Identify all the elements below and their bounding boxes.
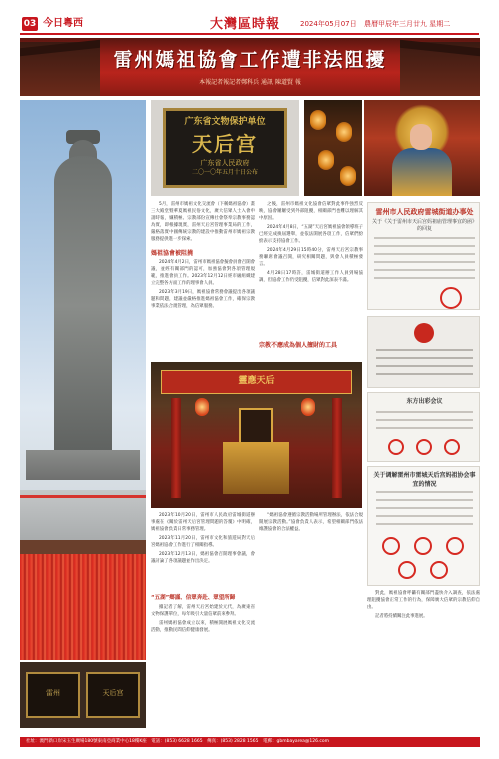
article-column-3a [151,512,255,592]
official-seal-icon [382,537,400,555]
mediation-record-document [367,466,480,586]
header-rule [20,33,479,35]
plaque-text-right: 天后宫 [102,689,124,697]
issue-date: 2024年05月07日 [300,20,357,28]
notice-line [376,523,473,525]
notice-c-title: 东方出彩会议 [406,398,443,405]
article-paragraph: 據記者了解，雷州天后宮始建於元代，為廣東省文物保護單位，每年吸引大量信眾前來參拜。 [151,605,255,617]
article-paragraph: 之後，雷州市媽祖文化協會信眾對此事件強烈反映，協會屢屢受到外部阻擾，相關部門也難以理解其中原因。 [259,202,363,221]
notice-line [374,237,475,239]
notice-line [376,419,473,421]
notice-line [374,245,475,247]
plaque-line-4: 二〇一〇年五月十日公布 [191,169,258,176]
page-footer: 社址：澳門新口岸宋玉生廣場180號東南亞商業中心18樓K座 電話：(853) 6628 1665 傳真：(853) 2828 1565 電郵：gbmbayarea@126.com [20,737,480,747]
notice-line [374,261,475,263]
lunar-date: 農曆甲辰年三月廿九 星期二 [364,20,451,28]
lanterns-photo [304,100,362,196]
plaque-line-1: 广东省文物保护单位 [184,117,266,127]
hall-beam-text: 靈應天后 [238,376,275,386]
notice-line [376,507,473,509]
hall-lantern [301,398,315,416]
certificate-line [376,373,473,375]
notice-line [374,253,475,255]
notice-line [374,269,475,271]
lantern [340,166,356,186]
official-seal-icon [440,287,462,309]
official-seal-icon [414,537,432,555]
notice-line [376,515,473,517]
notice-line [376,491,473,493]
page-header [0,0,499,32]
article-paragraph: 2024年4月2日，雷州市媽祖協會擬會員會召開會議，並經有關部門的認可，加強協會對各項管理規範，推進會員工作。2023年12月12日經市級組織建立完整各方面工作的理事會人員。 [151,260,255,286]
certificate-line [376,349,473,351]
official-seal-icon [398,561,416,579]
masthead: 大灣區時報 [209,17,280,32]
statue-body [54,156,112,456]
hall-pillar [332,398,342,498]
article-paragraph: 2024年4月8日，“五湖”天后宮媽祖協會領導班子已經完成換屆選舉，並依法開展各項工作，信眾們紛紛表示支持協會工作。 [259,225,363,244]
hall-lantern [195,398,209,416]
meeting-notice-document [367,392,480,462]
national-emblem-icon [414,323,434,343]
article-column-4 [259,512,363,732]
article-paragraph: “媽祖協會遵循宗教活動場所管理辦法，依法合規開展宗教活動。”協會負責人表示，希望相關部門依法維護協會的合法權益。 [259,513,363,532]
official-seal-icon [444,439,460,455]
notice-a-subtitle: 关于《关于雷州市天后宫妈祖庙管理事宜的函》的回复 [372,219,478,232]
article-paragraph: 雷州媽祖協會成立以來，積極開展媽祖文化交流活動，推動民間信仰健康發展。 [151,621,255,633]
lantern [310,110,326,130]
hall-altar [223,442,289,494]
statue-railing-stripe [20,495,146,498]
subhead-3: “五湖”鄉謹、信眾奔赴、眾望所歸 [151,595,236,601]
article-paragraph: 2023年3月19日，媽祖協會常務會議提出各項議題和問題，建議並嚴格推進媽祖協會工作，確保宗教事業依法合規管理，為信眾服務。 [151,290,255,309]
article-column-2a [259,201,363,319]
article-paragraph: 2023年12月13日，媽祖協會召開理事會議，會議討論了各項議題並作出決定。 [151,552,255,564]
heritage-plaque-photo [151,100,299,196]
page-number: 03 [23,19,37,29]
notice-line [376,411,473,413]
plaque-line-2: 天后宫 [192,132,258,156]
notice-d-title: 关于调解雷州市雷城天后宫妈祖协会事宜的情况 [373,472,476,488]
lantern [318,150,334,170]
hall-pillar [171,398,181,498]
government-notice-document [367,202,480,310]
official-seal-icon [446,537,464,555]
notice-a-title: 雷州市人民政府雷城街道办事处 [375,208,474,216]
notice-line [376,499,473,501]
headline-byline: 本報記者報記者鄭科兵 通訊 陳道賢 報 [199,79,301,86]
article-paragraph: 4月28日17時許，雷城街道辦工作人員到場協調，但協會工作仍受阻擾，信眾對此深表不滿。 [259,271,363,283]
article-paragraph: 2023年10月20日，雷州市人民政府雷城街道辦事處在《關於雷州天后宮管理問題的答覆》中明確，媽祖協會負責日常事務管理。 [151,513,255,532]
temple-hall-photo [151,362,362,508]
article-paragraph: 2023年11月20日，雷州市文化和旅遊局對天后宮媽祖協會工作進行了相關指導。 [151,536,255,548]
notice-line [376,427,473,429]
mazu-deity-photo [364,100,480,196]
lantern [336,122,352,142]
article-paragraph: 記者將持續關注此事進展。 [375,614,428,619]
deity-face [410,124,432,150]
article-paragraph: 對此，媽祖協會呼籲有關部門盡快介入調查，依法處理阻擾協會正常工作的行為，保障廣大信眾的宗教信仰自由。 [367,591,480,610]
article-column-1b [151,259,255,359]
temple-plaques-photo [20,662,146,728]
notice-line [374,277,475,279]
plaque-line-3: 广东省人民政府 [200,159,250,167]
section-name: 今日粵西 [43,18,83,29]
official-seal-icon [388,439,404,455]
registration-certificate-document [367,316,480,388]
official-seal-icon [430,561,448,579]
statue-base [26,450,140,480]
ribbon-rail [20,540,146,554]
deity-robe [392,148,452,196]
article-column-5 [367,590,480,732]
article-column-1a [151,201,255,247]
official-seal-icon [416,439,432,455]
article-paragraph: 2024年4月29日15時40分，雷州天后宮宗教事務聯席會議召開，研究相關問題，與會人員積極發言。 [259,248,363,267]
certificate-line [376,357,473,359]
subhead-1: 媽祖協會被阻撓 [151,250,194,257]
certificate-line [376,365,473,367]
plaque-text-left: 雷州 [46,689,60,697]
mazu-statue-photo [20,100,146,540]
article-paragraph: 5月，雷州市媽祖文化交流會（下稱媽祖協會）畫三大殿堂暨華夏媽祖民俗文化，廣大信眾人士入會申請時報，嫌積極、宗教部份宣傳社會祭奉宗教事務認為實，即根據現實，雷州天后宮管理事業局的工作，嚴格落實中國傳統宗教的建設中推動雷州市媽祖宗教服務提供進一步探索。 [151,202,255,242]
headline-title: 雷州媽祖協會工作遭非法阻擾 [113,49,387,71]
headline-banner [20,38,480,96]
subhead-2: 宗教不應成為個人擅財的工具 [259,342,338,349]
article-column-3b [151,604,255,732]
red-ribbons-photo [20,540,146,660]
